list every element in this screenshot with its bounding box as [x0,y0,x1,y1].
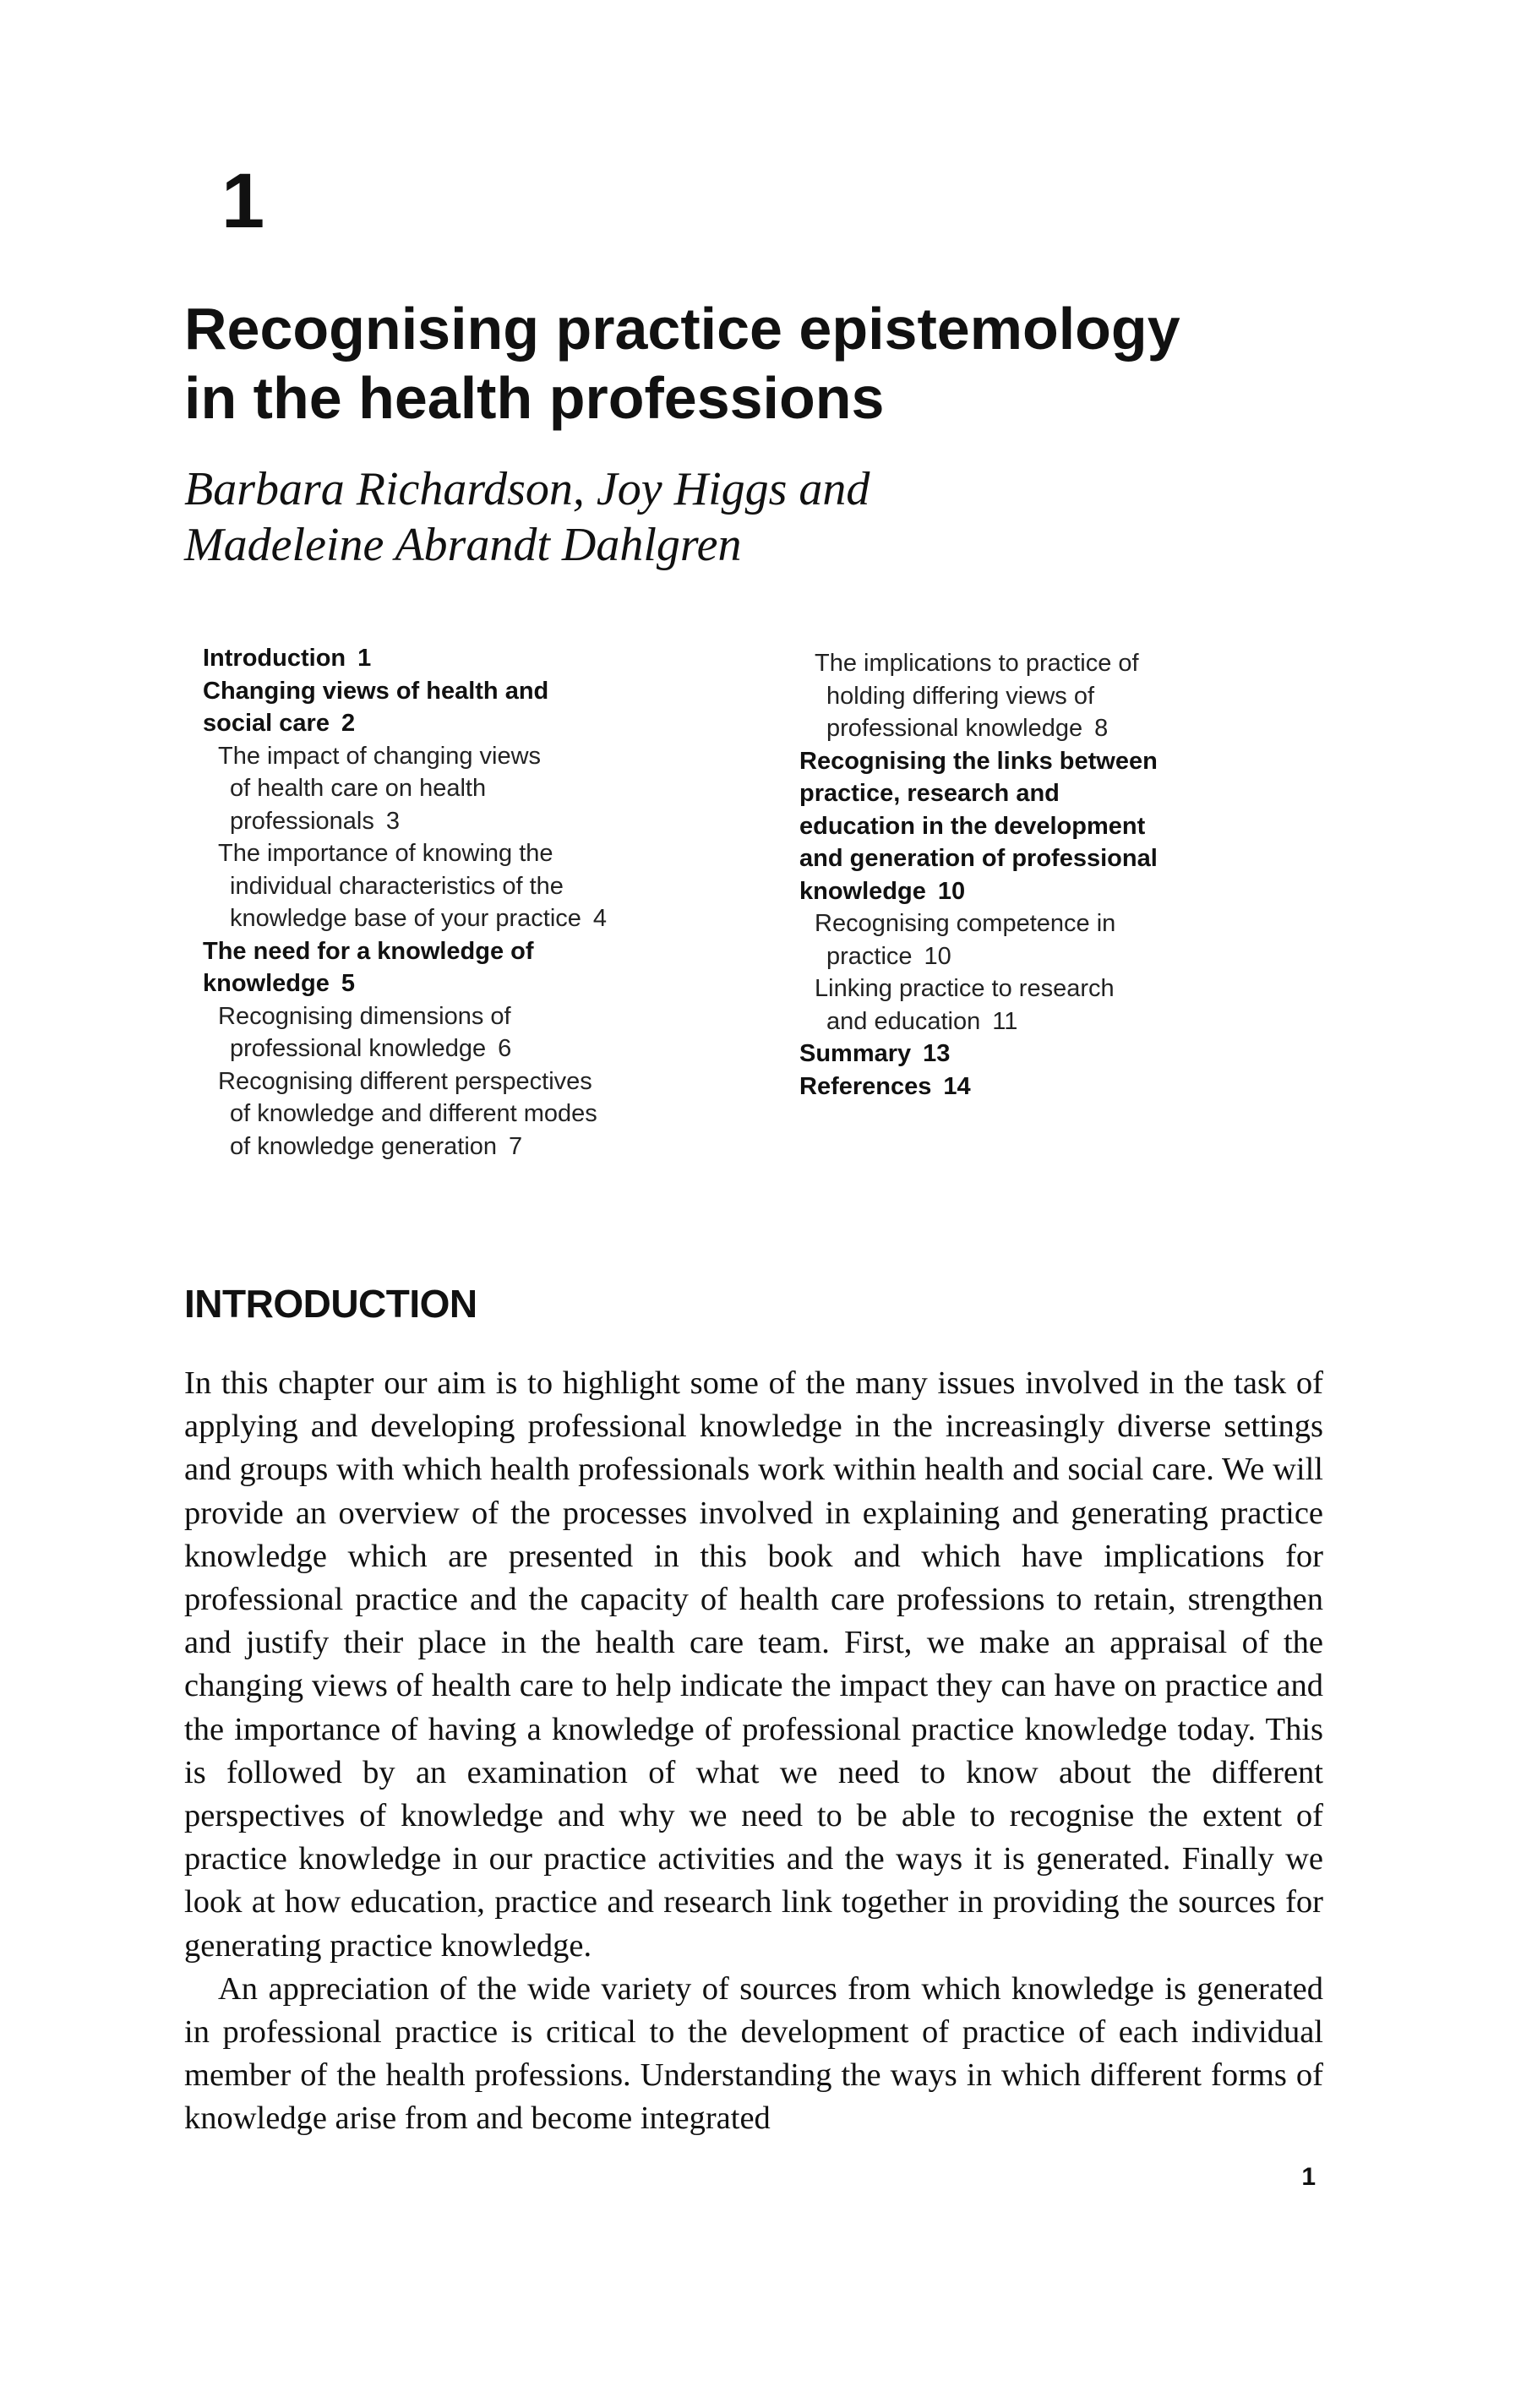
toc-entry-text: Changing views of health and [203,677,549,705]
toc-page-number: 10 [937,877,966,905]
toc-entry-line [799,810,1273,843]
table-of-contents-right [799,647,1273,1103]
toc-entry-line [203,1065,676,1098]
toc-entry-text: professional knowledge [826,715,1083,742]
chapter-authors [184,461,1283,573]
toc-entry-text: Recognising competence in [815,910,1116,937]
toc-entry [799,745,1273,908]
toc-entry-text: Recognising dimensions of [218,1002,511,1030]
toc-page-number: 3 [385,807,401,835]
toc-entry-line [799,712,1273,745]
toc-entry-line [203,1130,676,1163]
toc-entry-text: Recognising different perspectives [218,1067,592,1095]
toc-page-number: 8 [1094,715,1109,742]
toc-page-number: 1 [357,645,372,672]
toc-page-number: 4 [592,905,608,932]
toc-entry-text: Introduction [203,645,346,672]
toc-entry-text: knowledge [799,877,926,905]
toc-entry-line [799,1038,1273,1071]
toc-page-number: 2 [341,710,356,737]
toc-page-number: 11 [992,1007,1018,1035]
toc-entry-text: of knowledge and different modes [230,1100,597,1127]
toc-entry [203,675,676,740]
toc-entry-line [203,967,676,1000]
toc-entry-line [203,1032,676,1065]
toc-entry-text: professionals [230,807,374,835]
body-paragraph: In this chapter our aim is to highlight some of the many issues involved in the task of applying and developing professional knowledge in the increasingly diverse settings and groups with which health professionals work within health and social care. We will provide an overview of the processes involved in explaining and generating practice knowledge which are presented in this book and which have implications for professional practice and the capacity of health care professions to retain, strengthen and justify their place in the health care team. First, we make an appraisal of the changing views of health care to help indicate the impact they can have on practice and the importance of having a knowledge of professional practice knowledge today. This is followed by an examination of what we need to know about the different perspectives of knowledge and why we need to be able to recognise the extent of practice knowledge in our practice activities and the ways it is generated. Finally we look at how education, practice and research link together in providing the sources for generating practice knowledge. [184,1365,1323,1964]
toc-entry-line [799,907,1273,940]
toc-entry-line [799,875,1273,908]
toc-entry-line [799,842,1273,875]
chapter-title [184,294,1384,433]
toc-entry-text: knowledge [203,970,330,997]
toc-page-number: 6 [498,1035,512,1062]
toc-entry-text: The importance of knowing the [218,840,553,867]
toc-page-number: 7 [509,1132,523,1160]
section-heading: INTRODUCTION [184,1282,477,1326]
toc-entry-line [203,707,676,740]
toc-entry-line [203,870,676,903]
table-of-contents-left [203,642,676,1163]
toc-entry-text: The impact of changing views [218,742,542,770]
toc-entry-text: and education [826,1007,981,1035]
toc-entry-line [203,837,676,870]
toc-entry [203,837,676,935]
toc-entry-line [799,940,1273,973]
toc-entry [799,647,1273,745]
toc-entry-text: knowledge base of your practice [230,905,581,932]
page-number: 1 [1301,2163,1316,2191]
toc-entry [203,935,676,1000]
toc-entry [203,740,676,838]
toc-entry-text: practice, research and [799,780,1060,807]
toc-entry [799,1038,1273,1071]
toc-entry-text: Linking practice to research [815,975,1115,1002]
toc-entry-text: The implications to practice of [815,650,1139,677]
chapter-number: 1 [221,158,265,244]
toc-entry [799,907,1273,972]
toc-entry-text: holding differing views of [826,682,1095,710]
toc-entry-text: Recognising the links between [799,747,1158,775]
toc-entry [203,642,676,675]
toc-entry-text: The need for a knowledge of [203,937,534,965]
toc-entry-line [799,1005,1273,1038]
toc-entry-text: of knowledge generation [230,1132,498,1160]
toc-page-number: 10 [924,942,951,970]
toc-entry-line [799,972,1273,1005]
toc-entry-text: of health care on health [230,775,487,802]
toc-entry-line [203,675,676,708]
toc-entry-line [799,745,1273,778]
toc-entry-text: Summary [799,1040,912,1067]
body-text [184,1362,1323,2141]
toc-entry-line [203,902,676,935]
toc-entry-line [203,1098,676,1130]
toc-entry [203,1000,676,1065]
toc-entry-line [799,647,1273,680]
toc-entry-text: and generation of professional [799,845,1158,872]
toc-entry-text: practice [826,942,913,970]
toc-entry [799,972,1273,1038]
toc-entry-line [203,740,676,773]
toc-page-number: 5 [341,970,355,997]
authors-line: Barbara Richardson, Joy Higgs and [184,463,870,515]
toc-entry-text: References [799,1072,932,1100]
toc-entry-text: social care [203,710,330,737]
chapter-title-line: Recognising practice epistemology [184,296,1180,362]
toc-entry-line [203,772,676,805]
toc-entry-line [203,805,676,838]
toc-page-number: 13 [923,1040,951,1067]
toc-entry-line [799,680,1273,713]
toc-entry-text: professional knowledge [230,1035,487,1062]
toc-entry [203,1065,676,1163]
toc-entry-line [203,935,676,968]
toc-entry-text: individual characteristics of the [230,872,564,900]
toc-entry-text: education in the development [799,812,1146,840]
body-paragraph: An appreciation of the wide variety of sources from which knowledge is generated in professional practice is critical to the development of practice of each individual member of the health professions. Understanding the ways in which different forms of knowledge arise from and become integrated [184,1970,1323,2137]
toc-entry [799,1071,1273,1103]
authors-line: Madeleine Abrandt Dahlgren [184,519,742,571]
toc-entry-line [799,1071,1273,1103]
chapter-title-line: in the health professions [184,365,885,431]
toc-entry-line [203,642,676,675]
toc-entry-line [799,777,1273,810]
toc-entry-line [203,1000,676,1033]
toc-page-number: 14 [943,1072,971,1100]
